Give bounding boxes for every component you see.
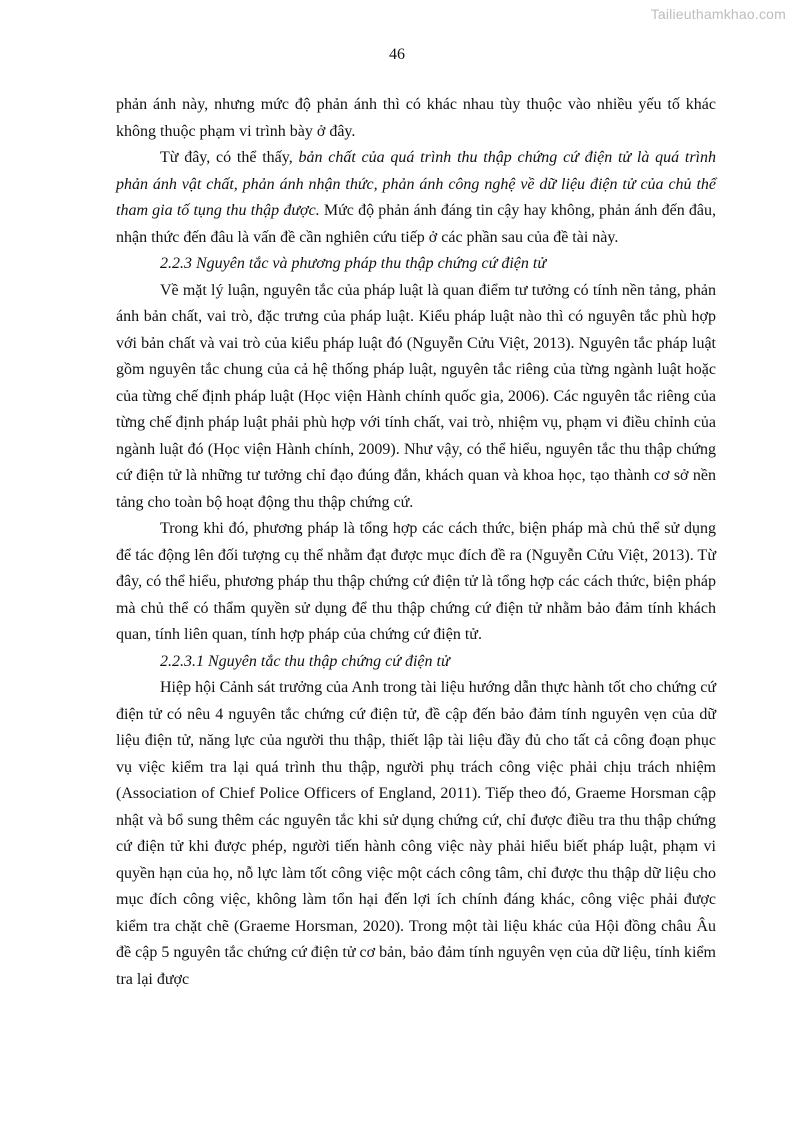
paragraph-2-lead: Từ đây, có thể thấy, [160, 149, 299, 166]
paragraph-4: Trong khi đó, phương pháp là tổng hợp các cách thức, biện pháp mà chủ thể sử dụng để tác động lên đối tượng cụ thể nhằm đạt được mục đích đề ra (Nguyễn Cửu Việt, 2013). Từ đây, có thể hiểu, phương pháp thu thập chứng cứ điện tử là tổng hợp các cách thức, biện pháp mà chủ thể có thẩm quyền sử dụng để thu thập chứng cứ điện tử nhằm bảo đảm tính khách quan, tính liên quan, tính hợp pháp của chứng cứ điện tử. [116, 520, 716, 643]
paragraph-5: Hiệp hội Cảnh sát trưởng của Anh trong tài liệu hướng dẫn thực hành tốt cho chứng cứ điện tử có nêu 4 nguyên tắc chứng cứ điện tử, đề cập đến bảo đảm tính nguyên vẹn của dữ liệu điện tử, năng lực của người thu thập, thiết lập tài liệu đầy đủ cho tất cả công đoạn phục vụ việc kiểm tra lại quá trình thu thập, người phụ trách công việc phải chịu trách nhiệm (Association of Chief Police Officers of England, 2011). Tiếp theo đó, Graeme Horsman cập nhật và bổ sung thêm các nguyên tắc khi sử dụng chứng cứ, chỉ được điều tra thu thập chứng cứ điện tử khi được phép, người tiến hành công việc này phải hiểu biết pháp luật, phạm vi quyền hạn của họ, nỗ lực làm tốt công việc một cách công tâm, chỉ được thu thập dữ liệu cho mục đích công việc, không làm tổn hại đến lợi ích chính đáng khác, công việc phải được kiểm tra chặt chẽ (Graeme Horsman, 2020). Trong một tài liệu khác của Hội đồng châu Âu đề cập 5 nguyên tắc chứng cứ điện tử cơ bản, bảo đảm tính nguyên vẹn của dữ liệu, tính kiểm tra lại được [116, 679, 716, 988]
watermark: Tailieuthamkhao.com [650, 6, 786, 22]
paragraph-2-emphasis: bản chất của quá trình thu thập chứng cứ điện tử là quá trình phản ánh vật chất, phản ánh nhận thức, phản ánh công nghệ về dữ liệu điện tử của chủ thể tham gia tố tụng thu thập được. [116, 149, 716, 219]
paragraph-2-tail: Mức độ phản ánh đáng tin cậy hay không, phản ánh đến đâu, nhận thức đến đâu là vấn đề cần nghiên cứu tiếp ở các phần sau của đề tài này. [116, 202, 717, 246]
section-heading-2-2-3: 2.2.3 Nguyên tắc và phương pháp thu thập chứng cứ điện tử [160, 255, 547, 272]
document-body [116, 92, 716, 993]
paragraph-1: phản ánh này, nhưng mức độ phản ánh thì có khác nhau tùy thuộc vào nhiều yếu tố khác không thuộc phạm vi trình bày ở đây. [116, 96, 716, 140]
page-number: 46 [389, 46, 405, 63]
section-heading-2-2-3-1: 2.2.3.1 Nguyên tắc thu thập chứng cứ điện tử [160, 652, 450, 670]
paragraph-2 [116, 145, 716, 251]
paragraph-3: Về mặt lý luận, nguyên tắc của pháp luật là quan điểm tư tưởng có tính nền tảng, phản ánh bản chất, vai trò, đặc trưng của pháp luật. Kiểu pháp luật nào thì có nguyên tắc phù hợp với bản chất và vai trò của kiểu pháp luật đó (Nguyễn Cửu Việt, 2013). Nguyên tắc pháp luật gồm nguyên tắc chung của cả hệ thống pháp luật, nguyên tắc riêng của từng ngành luật hoặc của từng chế định pháp luật (Học viện Hành chính quốc gia, 2006). Các nguyên tắc riêng của từng chế định pháp luật phải phù hợp với tính chất, vai trò, nhiệm vụ, phạm vi điều chỉnh của ngành luật đó (Học viện Hành chính, 2009). Như vậy, có thể hiểu, nguyên tắc thu thập chứng cứ điện tử là những tư tưởng chỉ đạo đúng đắn, khách quan và khoa học, tạo thành cơ sở nền tảng cho toàn bộ hoạt động thu thập chứng cứ. [116, 281, 716, 511]
